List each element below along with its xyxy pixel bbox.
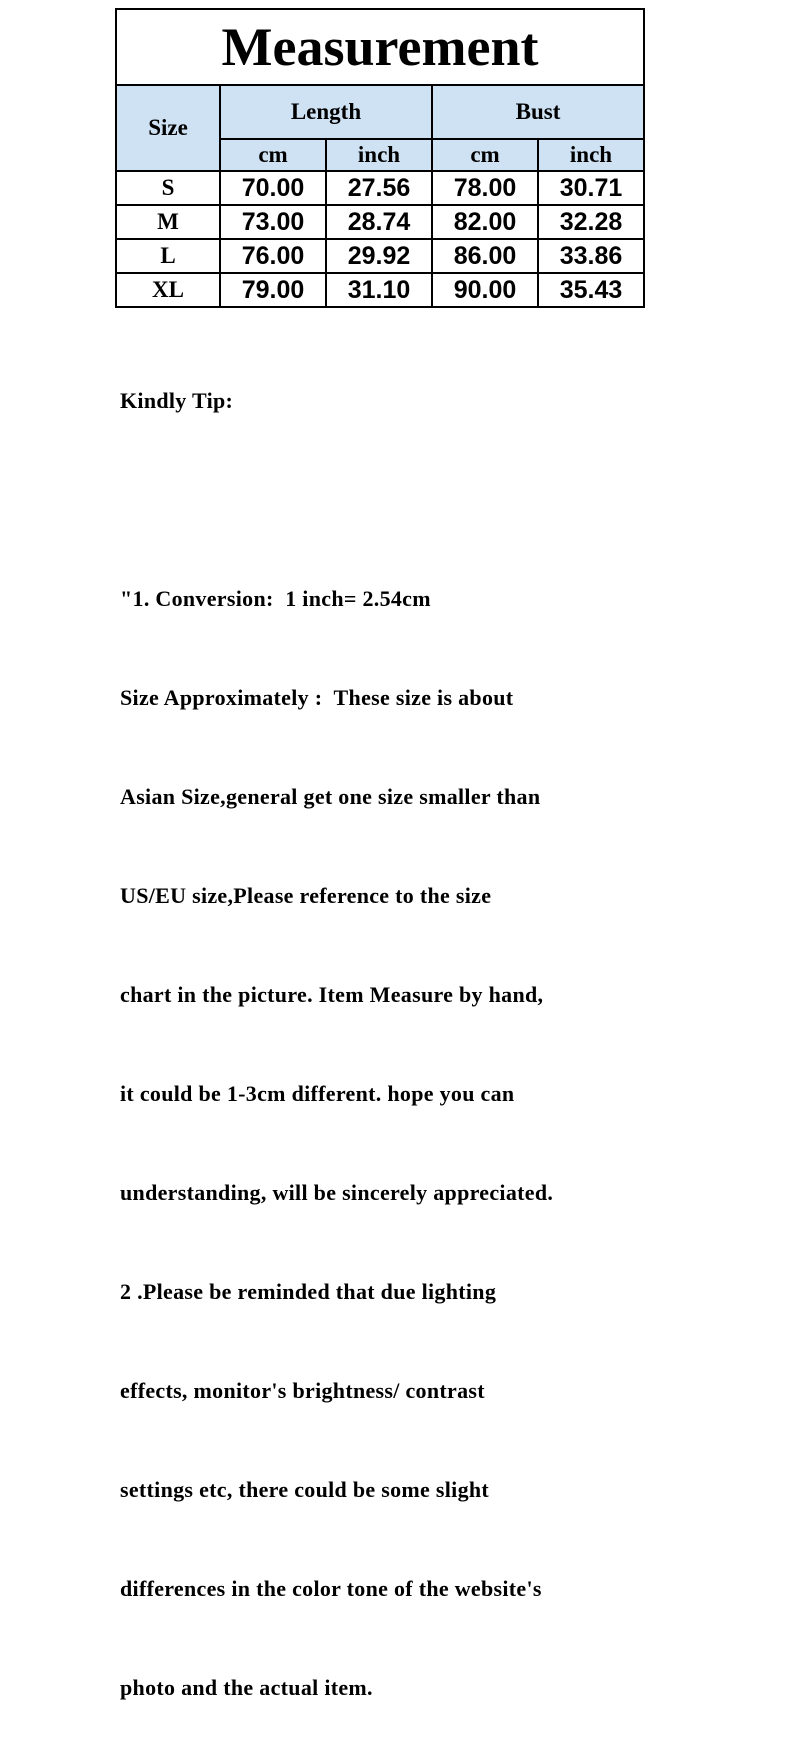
- kindly-tip-section: [120, 318, 660, 1737]
- tip-line: Size Approximately : These size is about: [120, 685, 514, 710]
- length-cm-cell: 76.00: [220, 239, 326, 273]
- length-inch-cell: 29.92: [326, 239, 432, 273]
- tip-line: US/EU size,Please reference to the size: [120, 883, 492, 908]
- length-cm-cell: 79.00: [220, 273, 326, 307]
- size-column-header: Size: [116, 85, 220, 171]
- bust-cm-cell: 86.00: [432, 239, 538, 273]
- bust-inch-cell: 30.71: [538, 171, 644, 205]
- tip-line: understanding, will be sincerely appreciated.: [120, 1180, 554, 1205]
- bust-inch-cell: 35.43: [538, 273, 644, 307]
- bust-inch-cell: 33.86: [538, 239, 644, 273]
- table-row: [116, 171, 644, 205]
- length-inch-header: inch: [326, 139, 432, 171]
- table-row: [116, 239, 644, 273]
- tip-line: photo and the actual item.: [120, 1675, 373, 1700]
- tip-line: chart in the picture. Item Measure by hand,: [120, 982, 544, 1007]
- size-cell: S: [116, 171, 220, 205]
- length-cm-header: cm: [220, 139, 326, 171]
- length-cm-cell: 70.00: [220, 171, 326, 205]
- size-cell: L: [116, 239, 220, 273]
- length-group-header: Length: [220, 85, 432, 139]
- table-title: Measurement: [116, 9, 644, 85]
- bust-cm-cell: 90.00: [432, 273, 538, 307]
- table-row: [116, 273, 644, 307]
- tip-line: effects, monitor's brightness/ contrast: [120, 1378, 485, 1403]
- bust-inch-header: inch: [538, 139, 644, 171]
- bust-inch-cell: 32.28: [538, 205, 644, 239]
- tip-line: differences in the color tone of the website's: [120, 1576, 542, 1601]
- tip-line: "1. Conversion: 1 inch= 2.54cm: [120, 586, 431, 611]
- size-chart-table: [115, 8, 645, 308]
- tip-line: settings etc, there could be some slight: [120, 1477, 490, 1502]
- bust-group-header: Bust: [432, 85, 644, 139]
- size-cell: XL: [116, 273, 220, 307]
- tip-line: [120, 483, 660, 516]
- length-cm-cell: 73.00: [220, 205, 326, 239]
- length-inch-cell: 28.74: [326, 205, 432, 239]
- bust-cm-header: cm: [432, 139, 538, 171]
- tip-line: Asian Size,general get one size smaller than: [120, 784, 541, 809]
- length-inch-cell: 31.10: [326, 273, 432, 307]
- table-row: [116, 205, 644, 239]
- bust-cm-cell: 82.00: [432, 205, 538, 239]
- length-inch-cell: 27.56: [326, 171, 432, 205]
- tip-line: it could be 1-3cm different. hope you can: [120, 1081, 515, 1106]
- bust-cm-cell: 78.00: [432, 171, 538, 205]
- tip-line: 2 .Please be reminded that due lighting: [120, 1279, 497, 1304]
- tip-heading: Kindly Tip:: [120, 388, 234, 413]
- size-cell: M: [116, 205, 220, 239]
